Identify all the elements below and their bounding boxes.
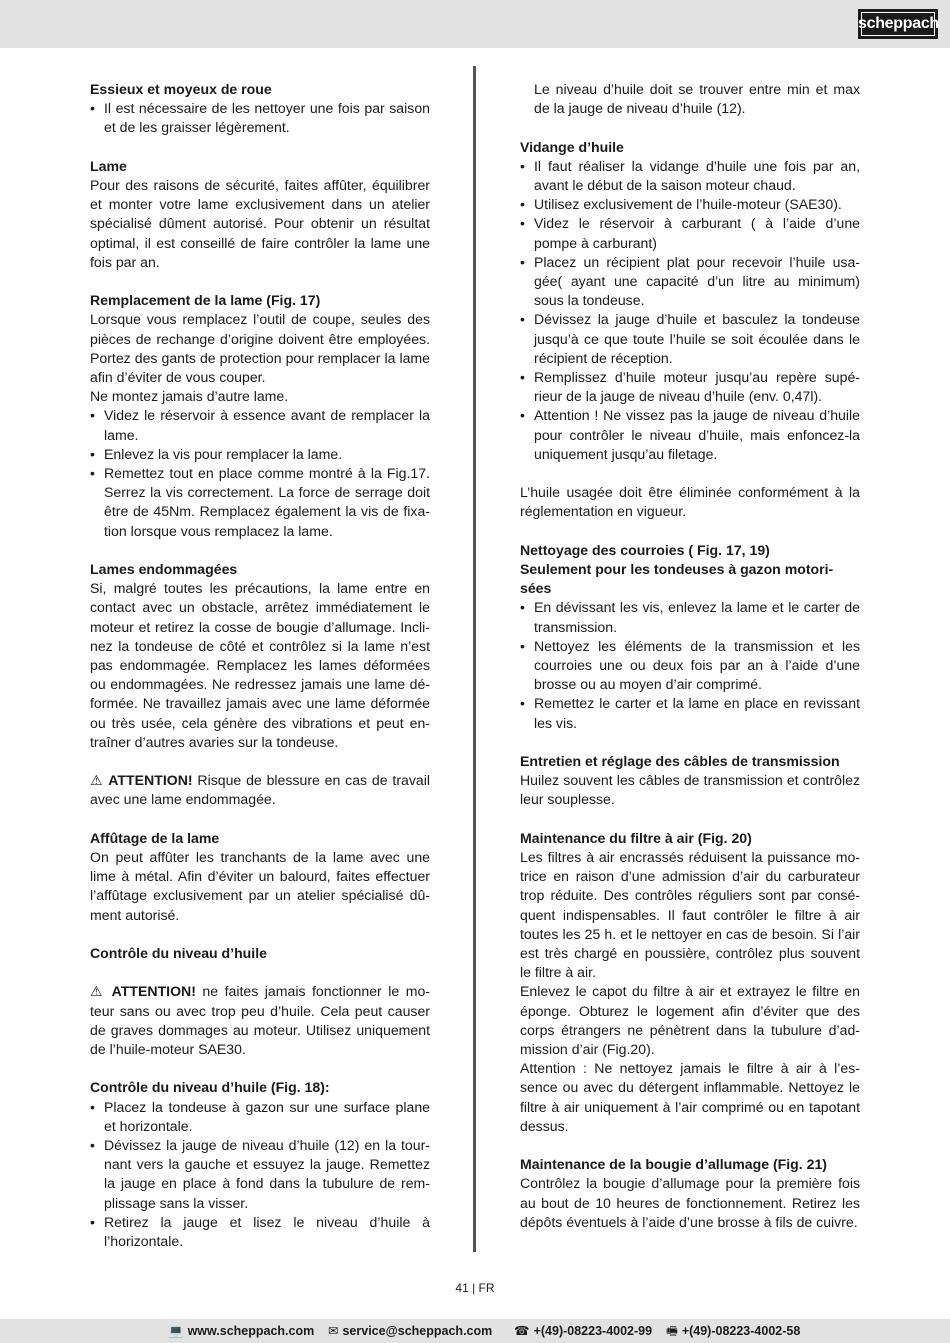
list-item: • Il faut réaliser la vidange d’huile une fois par an, avant le début de la saison moteur chaud. [520,157,860,195]
bullet-list [90,99,430,137]
top-bar [0,0,950,48]
section-heading: Nettoyage des courroies ( Fig. 17, 19) [520,541,770,558]
list-item: • En dévissant les vis, enlevez la lame et le carter de transmission. [520,598,860,636]
computer-icon: 💻 [168,1324,184,1338]
paragraph: Les filtres à air encrassés réduisent la puissance mo-trice en raison d’une admission d’air du carburateur trop réduite. Des contrôles réguliers sont par consé-quent indispensables. Il faut contrôler le filtre à air toutes les 25 h. et le nettoyer en cas de besoin. Si l’air est très chargé en poussière, contrôlez plus souvent le filtre à air. [520,849,860,981]
warning-damaged-blade [90,771,430,809]
footer-phone [514,1319,652,1343]
list-item: • Placez un récipient plat pour recevoir l’huile usa-gée( ayant une capacité d’un litre au minimum) sous la tondeuse. [520,253,860,311]
section-oil-change [520,138,860,464]
paragraph: L’huile usagée doit être éliminée conformément à la réglementation en vigueur. [520,484,860,520]
paragraph: Pour des raisons de sécurité, faites affûter, équilibrer et monter votre lame exclusivement dans un atelier spécialisé dûment autorisé. Pour obtenir un résultat optimal, il est conseillé de faire contrôler la lame une fois par an. [90,177,430,270]
footer-email[interactable] [328,1319,492,1343]
paragraph: Contrôlez la bougie d’allumage pour la première fois au bout de 10 heures de fonctionnement. Retirez les dépôts éventuels à l’aide d’une brosse à fils de cuivre. [520,1175,860,1230]
paragraph: Huilez souvent les câbles de transmission et contrôlez leur souplesse. [520,772,860,808]
section-heading: Affûtage de la lame [90,829,220,846]
bullet-list [520,157,860,464]
list-item: • Retirez la jauge et lisez le niveau d’huile à l’horizontale. [90,1213,430,1251]
list-item: • Dévissez la jauge d’huile et basculez la tondeuse jusqu’à ce que toute l’huile se soit écoulée dans le récipient de réception. [520,310,860,368]
page-number: 41 | FR [455,1281,495,1295]
section-heading: Entretien et réglage des câbles de transmission [520,753,840,770]
list-item: • Remettez le carter et la lame en place en revissant les vis. [520,694,860,732]
section-heading: Maintenance de la bougie d’allumage (Fig. 21) [520,1156,827,1173]
paragraph: Si, malgré toutes les précautions, la lame entre en contact avec un obstacle, arrêtez immédiatement le moteur et retirez la cosse de bougie d’allumage. Incli-nez la tondeuse de côté et contrôlez si la lame n’est pas endommagée. Remplacez les lames déformées ou endommagées. Ne redressez jamais une lame dé-formée. Ne travaillez jamais avec une lame déformée ou très usée, cela génère des vibrations et peut en-traîner d’autres avaries sur la tondeuse. [90,580,430,750]
list-item: • Videz le réservoir à carburant ( à l’aide d’une pompe à carburant) [520,214,860,252]
list-item: • Nettoyez les éléments de la transmission et les courroies une ou deux fois par an à l’aide d’une brosse ou au moyen d’air comprimé. [520,637,860,695]
left-column [90,80,430,1251]
section-heading: Lame [90,157,127,174]
paragraph: On peut affûter les tranchants de la lame avec une lime à métal. Afin d’éviter un balourd, faites effectuer l’affûtage exclusivement par un atelier spécialisé dû-ment autorisé. [90,849,430,923]
section-wheel-axles [90,80,430,138]
footer-website[interactable] [168,1319,314,1343]
paragraph: Enlevez le capot du filtre à air et extrayez le filtre en éponge. Obturez le logement afin d’éviter que des corps étrangers ne pénètrent dans la tubulure d’ad-mission d’air (Fig.20). [520,983,860,1058]
paragraph: Attention : Ne nettoyez jamais le filtre à air à l’es-sence ou avec du détergent inflammable. Nettoyez le filtre à air uniquement à l’air comprimé ou en tapotant dessus. [520,1060,860,1134]
warning-label: ATTENTION! [111,983,196,1000]
bullet-list [520,598,860,732]
section-blade-sharpening [90,829,430,925]
list-item: • Il est nécessaire de les nettoyer une fois par saison et de les graisser légèrement. [90,99,430,137]
warning-oil [90,982,430,1059]
section-blade-replacement [90,291,430,541]
fax-number: +(49)-08223-4002-58 [681,1324,801,1338]
paragraph: Ne montez jamais d’autre lame. [90,388,289,405]
warning-text: Risque de blessure en cas de travail avec une lame endommagée. [90,772,430,808]
section-heading: Lames endommagées [90,561,238,578]
section-heading: Remplacement de la lame (Fig. 17) [90,292,321,309]
scheppach-logo: scheppach [858,9,938,39]
phone-number: +(49)-08223-4002-99 [533,1324,653,1338]
section-subheading: Seulement pour les tondeuses à gazon motori-sées [520,561,834,597]
bullet-list [90,406,430,540]
list-item: • Utilisez exclusivement de l’huile-moteur (SAE30). [520,195,860,214]
section-cable-maintenance [520,752,860,810]
paragraph: Lorsque vous remplacez l’outil de coupe, seules des pièces de rechange d’origine doivent être employées. Portez des gants de protection pour remplacer la lame afin d’éviter de vous couper. [90,311,430,386]
paragraph: Le niveau d’huile doit se trouver entre min et max de la jauge de niveau d’huile (12). [534,81,860,117]
list-item: • Attention ! Ne vissez pas la jauge de niveau d’huile pour contrôler le niveau d’huile, mais enfoncez-la uniquement jusqu’au filetage. [520,406,860,464]
right-column [520,80,860,1232]
fax-icon: 🖷 [666,1324,678,1338]
footer-fax [666,1319,800,1343]
section-heading: Contrôle du niveau d’huile (Fig. 18): [90,1079,330,1096]
list-item: • Placez la tondeuse à gazon sur une surface plane et horizontale. [90,1098,430,1136]
warning-icon: ⚠ [90,772,104,789]
section-heading: Maintenance du filtre à air (Fig. 20) [520,829,752,846]
warning-icon: ⚠ [90,983,106,1000]
email-link[interactable]: service@scheppach.com [342,1324,493,1338]
website-link[interactable]: www.scheppach.com [187,1324,315,1338]
column-divider [473,66,476,1252]
section-belt-cleaning [520,541,860,733]
list-item: • Enlevez la vis pour remplacer la lame. [90,445,430,464]
section-damaged-blades [90,560,430,752]
section-spark-plug [520,1155,860,1232]
list-item: • Remettez tout en place comme montré à la Fig.17. Serrez la vis correctement. La force de serrage doit être de 45Nm. Remplacez également la vis de fixa-tion lorsque vous remplacez la lame. [90,464,430,541]
list-item: • Videz le réservoir à essence avant de remplacer la lame. [90,406,430,444]
section-blade [90,157,430,272]
bullet-list [90,1098,430,1252]
section-heading: Vidange d’huile [520,138,624,155]
section-oil-level-note [520,80,860,118]
section-oil-level-check-fig18 [90,1078,430,1251]
footer-bar [0,1319,950,1343]
section-heading: Contrôle du niveau d’huile [90,945,267,962]
warning-label: ATTENTION! [108,772,193,789]
warning-text: ne faites jamais fonctionner le mo-teur sans ou avec trop peu d’huile. Cela peut causer de graves dommages au moteur. Utilisez uniquement de l’huile-moteur SAE30. [90,983,430,1058]
section-oil-level-check [90,944,430,963]
list-item: • Remplissez d’huile moteur jusqu’au repère supé-rieur de la jauge de niveau d’huile (env. 0,47l). [520,368,860,406]
section-used-oil [520,483,860,521]
mail-icon: ✉ [328,1324,339,1338]
phone-icon: ☎ [514,1324,530,1338]
section-air-filter [520,829,860,1136]
list-item: • Dévissez la jauge de niveau d’huile (12) en la tour-nant vers la gauche et essuyez la jauge. Remettez la jauge en place à fond dans la tubulure de rem-plissage sans la visser. [90,1136,430,1213]
section-heading: Essieux et moyeux de roue [90,81,272,97]
